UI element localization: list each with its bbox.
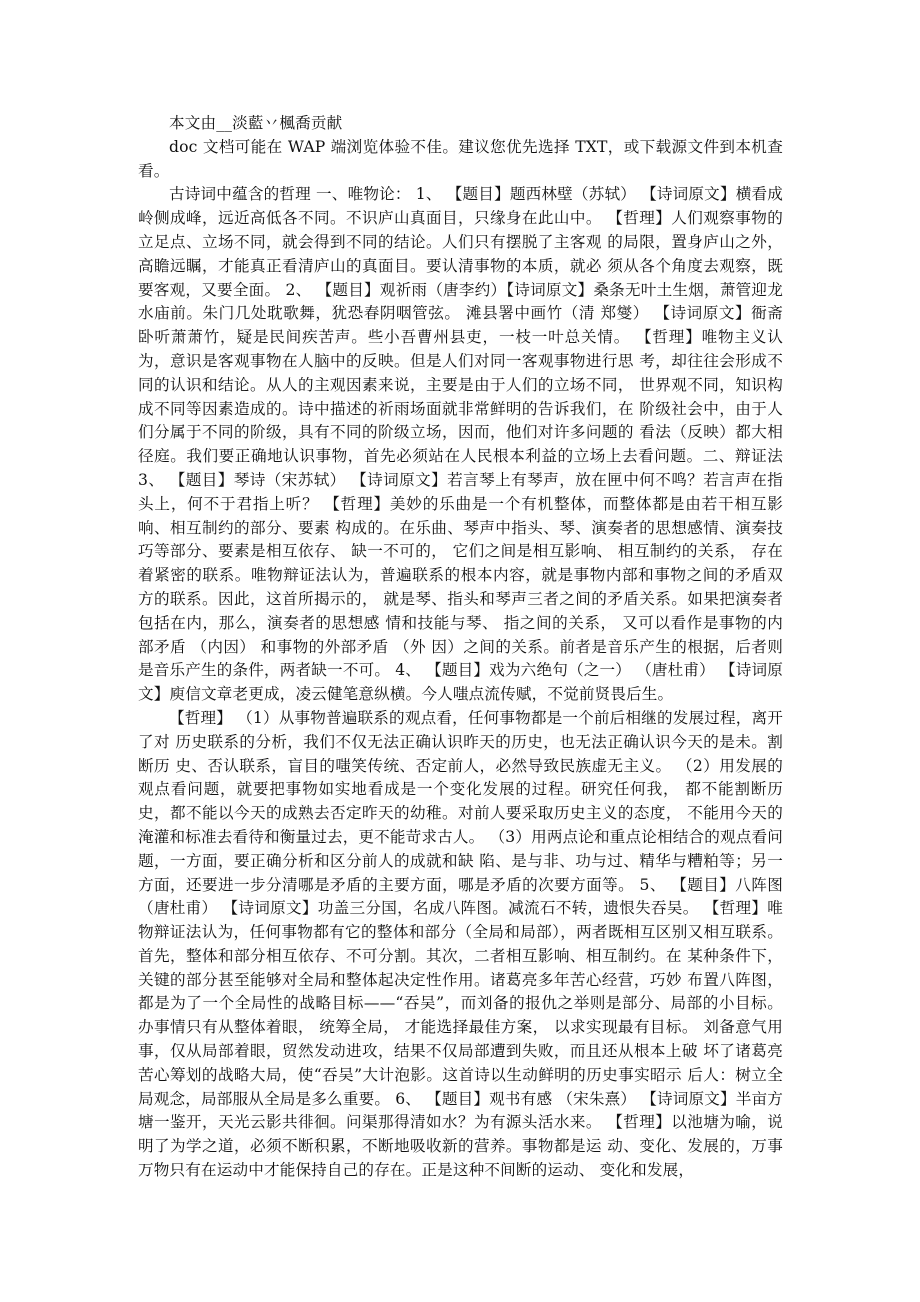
body-paragraph-1: 古诗词中蕴含的哲理 一、唯物论： 1、 【题目】题西林壁（苏轼） 【诗词原文】横看成岭侧成峰，远近高低各不同。不识庐山真面目，只缘身在此山中。 【哲理】人们观察事物的立足点、立场不同，就会得到不同的结论。人们只有摆脱了主客观 的局限，置身庐山之外，高瞻远瞩，才能真正看清庐山的真面目。要认清事物的本质，就必 须从各个角度去观察，既要客观，又要全面。 2、 【题目】观祈雨（唐李约）【诗词原文】桑条无叶土生烟，萧管迎龙水庙前。朱门几处耽歌舞，犹恐春阴咽管弦。 滩县署中画竹（清 郑燮） 【诗词原文】衙斋卧听萧萧竹，疑是民间疾苦声。些小吾曹州县吏，一枝一叶总关情。 【哲理】唯物主义认为，意识是客观事物在人脑中的反映。但是人们对同一客观事物进行思 考，却往往会形成不同的认识和结论。从人的主观因素来说，主要是由于人们的立场不同， 世界观不同，知识构成不同等因素造成的。诗中描述的祈雨场面就非常鲜明的告诉我们，在 阶级社会中，由于人们分属于不同的阶级，具有不同的阶级立场，因而，他们对许多问题的 看法（反映）都大相径庭。我们要正确地认识事物，首先必须站在人民根本利益的立场上去看问题。二、辩证法3、 【题目】琴诗（宋苏轼） 【诗词原文】若言琴上有琴声，放在匣中何不鸣？若言声在指头上，何不于君指上听？ 【哲理】美妙的乐曲是一个有机整体，而整体都是由若干相互影响、相互制约的部分、要素 构成的。在乐曲、琴声中指头、琴、演奏者的思想感情、演奏技巧等部分、要素是相互依存、 缺一不可的， 它们之间是相互影响、 相互制约的关系， 存在着紧密的联系。唯物辩证法认为，普遍联系的根本内容，就是事物内部和事物之间的矛盾双方的联系。因此，这首所揭示的， 就是琴、指头和琴声三者之间的矛盾关系。如果把演奏者包括在内，那么，演奏者的思想感 情和技能与琴、 指之间的关系， 又可以看作是事物的内部矛盾 （内因） 和事物的外部矛盾 （外 因）之间的关系。前者是音乐产生的根据，后者则是音乐产生的条件，两者缺一不可。 4、 【题目】戏为六绝句（之一） （唐杜甫） 【诗词原文】庾信文章老更成，凌云健笔意纵横。今人嗤点流传赋，不觉前贤畏后生。 <box>138 185 783 704</box>
notice-line: doc 文档可能在 WAP 端浏览体验不佳。建议您优先选择 TXT，或下载源文件到本机查看。 <box>138 137 783 180</box>
document-page <box>138 112 783 1183</box>
contributor-line: 本文由__淡藍丷楓喬贡献 <box>169 114 343 132</box>
body-paragraph-2: 【哲理】 （1）从事物普遍联系的观点看，任何事物都是一个前后相继的发展过程，离开了对 历史联系的分析，我们不仅无法正确认识昨天的历史，也无法正确认识今天的是未。割断历 史、否认联系，盲目的嗤笑传统、否定前人，必然导致民族虚无主义。 （2）用发展的观点看问题，就要把事物如实地看成是一个变化发展的过程。研究任何我， 都不能割断历史，都不能以今天的成熟去否定昨天的幼稚。对前人要采取历史主义的态度， 不能用今天的淹灌和标准去看待和衡量过去，更不能苛求古人。 （3）用两点论和重点论相结合的观点看问题，一方面，要正确分析和区分前人的成就和缺 陷、是与非、功与过、精华与糟粕等；另一方面，还要进一步分清哪是矛盾的主要方面，哪是矛盾的次要方面等。 5、 【题目】八阵图 （唐杜甫） 【诗词原文】功盖三分国，名成八阵图。减流石不转，遗恨失吞吴。 【哲理】唯物辩证法认为，任何事物都有它的整体和部分（全局和局部），两者既相互区别又相互联系。首先，整体和部分相互依存、不可分割。其次，二者相互影响、相互制约。在 某种条件下，关键的部分甚至能够对全局和整体起决定性作用。诸葛亮多年苦心经营，巧妙 布置八阵图，都是为了一个全局性的战略目标——“吞吴”，而刘备的报仇之举则是部分、局部的小目标。 办事情只有从整体着眼， 统筹全局， 才能选择最佳方案， 以求实现最有目标。 刘备意气用事，仅从局部着眼，贸然发动进攻，结果不仅局部遭到失败，而且还从根本上破 坏了诸葛亮苦心筹划的战略大局，使“吞吴”大计泡影。这首诗以生动鲜明的历史事实昭示 后人：树立全局观念，局部服从全局是多么重要。 6、 【题目】观书有感 （宋朱熹） 【诗词原文】半亩方塘一鉴开，天光云影共徘徊。问渠那得清如水？为有源头活水来。 【哲理】以池塘为喻，说明了为学之道，必须不断积累，不断地吸收新的营养。事物都是运 动、变化、发展的，万事万物只有在运动中才能保持自己的存在。正是这种不间断的运动、 变化和发展， <box>138 708 783 1180</box>
